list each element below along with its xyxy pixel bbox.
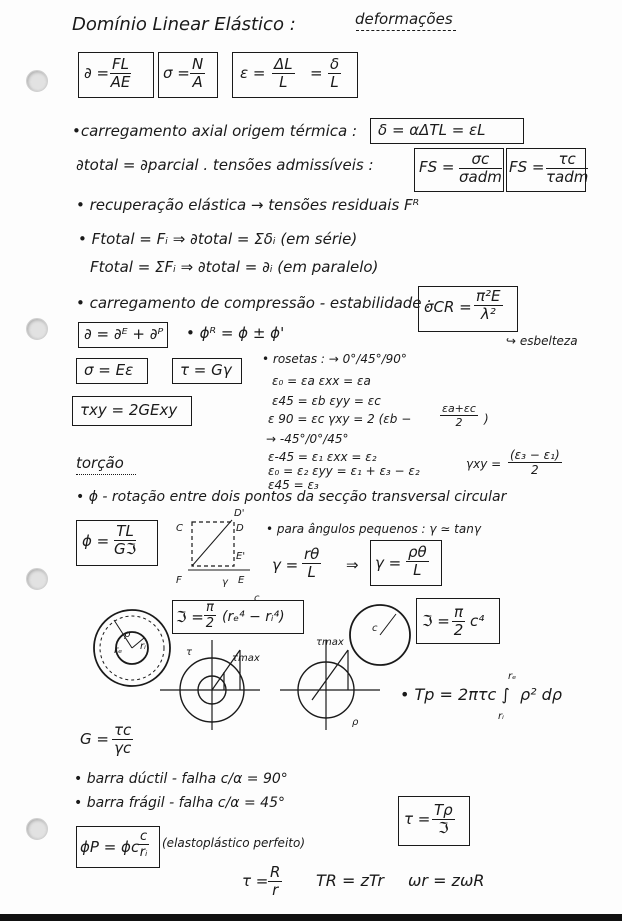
label-re: rₑ: [114, 645, 123, 656]
phi-plastic-num: c: [140, 829, 148, 844]
phi-plastic-den: rᵢ: [139, 845, 148, 860]
label-tmax: τmax: [232, 653, 260, 664]
rosetas-line-1: ε₀ = εa εxx = εa: [272, 374, 371, 388]
rosetas-title: • rosetas : → 0°/45°/90°: [262, 352, 407, 366]
fs-sigma-den: σadm: [459, 168, 502, 186]
tau-torsion-den: ℑ: [438, 819, 449, 837]
phi-plastic-lhs: ϕP = ϕc: [80, 838, 140, 856]
gamma2-den: L: [413, 561, 422, 579]
deflection-num: FL: [112, 55, 129, 73]
rosetas-line-6: ε₀ = ε₂ εyy = ε₁ + ε₃ − ε₂: [268, 464, 420, 478]
tau-ratio-den: r: [272, 881, 279, 899]
total-text: ∂total = ∂parcial . tensões admissíveis :: [76, 156, 374, 174]
binder-hole-4: [26, 818, 48, 840]
gamma-num: rθ: [304, 545, 320, 563]
strain-num-1: ΔL: [274, 55, 293, 73]
rosetas-line-7: ε45 = ε₃: [268, 478, 319, 492]
gamma-lhs: γ =: [272, 556, 299, 574]
tau-ratio-num: R: [270, 863, 281, 881]
compressao-text: • carregamento de compressão - estabilidade :: [76, 294, 432, 312]
gamma-implies: ⇒: [346, 556, 359, 574]
stress-den: A: [192, 73, 203, 91]
J-tube-num: π: [206, 600, 214, 615]
rosetas-l6-fraction: [508, 448, 562, 477]
fragil-failure: • barra frágil - falha c/α = 45°: [74, 795, 285, 811]
rosetas-line-4: → -45°/0°/45°: [266, 432, 349, 446]
label-tmax2: τmax: [316, 637, 344, 648]
gamma2-lhs: γ =: [375, 554, 402, 572]
G-den: γc: [114, 739, 132, 757]
phi-fraction: [114, 523, 136, 558]
J-tube-den: 2: [205, 616, 215, 631]
phi-rotation-line: • ϕ - rotação entre dois pontos da secção transversal circular: [76, 489, 507, 505]
tp-lower: rᵢ: [498, 711, 504, 722]
rosetas-l6-num: (ε₃ − ε₁): [510, 448, 560, 462]
tau-torsion-fraction: [432, 802, 455, 837]
gamma-den: L: [307, 563, 316, 581]
dist2-triangle: [312, 650, 348, 700]
critical-stress-den: λ²: [480, 305, 496, 323]
txy-law: τxy = 2GExy: [80, 401, 178, 419]
phi-plastic-fraction: [138, 829, 149, 860]
critical-stress-fraction: [474, 288, 503, 323]
J-tube-lhs: ℑ =: [176, 608, 204, 626]
label-E: E: [238, 575, 245, 586]
strain-den-1: L: [279, 73, 288, 91]
label-rho: ρ: [124, 629, 131, 640]
TR-relation: TR = zTr: [316, 871, 384, 890]
small-angle-text: • para ângulos pequenos : γ ≃ tanγ: [266, 522, 481, 536]
tau-torsion-num: Tρ: [434, 801, 453, 819]
label-C: C: [176, 523, 183, 534]
tp-integrand: ρ² dρ: [520, 685, 562, 704]
series-line: • Ftotal = Fᵢ ⇒ ∂total = Σδᵢ (em série): [78, 230, 358, 248]
shear-law: τ = Gγ: [180, 361, 232, 379]
deflection-split: ∂ = ∂ᴱ + ∂ᴾ: [84, 325, 164, 343]
shear-element-sketch: [170, 500, 260, 590]
tau-ratio-lhs: τ =: [242, 872, 269, 890]
thermal-formula: δ = αΔTL = εL: [378, 121, 486, 139]
G-num: τc: [114, 721, 132, 739]
strain-fraction-1: [272, 56, 295, 91]
rosetas-l6-right: γxy =: [466, 457, 502, 471]
fs-tau-lhs: FS =: [509, 158, 545, 176]
page-title: Domínio Linear Elástico :: [72, 14, 296, 35]
strain-den-2: L: [330, 73, 339, 91]
J-solid-rest: c⁴: [470, 612, 485, 630]
rosetas-line-3: ε 90 = εc γxy = 2 (εb −: [268, 412, 412, 426]
torcao-underline: [76, 468, 136, 475]
thermal-text: •carregamento axial origem térmica :: [72, 122, 358, 140]
label-F: F: [176, 575, 182, 586]
J-tube-rest: (rₑ⁴ − rᵢ⁴): [222, 609, 285, 625]
tp-expression: • Tp = 2πτc ∫: [400, 685, 510, 704]
rosetas-l3-num: εa+εc: [442, 402, 476, 415]
rosetas-line-3-end: ): [484, 412, 489, 426]
deflection-fraction: [110, 56, 131, 91]
ductil-failure: • barra dúctil - falha c/α = 90°: [74, 771, 288, 787]
phi-den: Gℑ: [114, 540, 137, 558]
binder-hole-3: [26, 568, 48, 590]
rosetas-l6-den: 2: [531, 463, 539, 477]
phi-num: TL: [114, 523, 136, 541]
torcao-title: torção: [76, 454, 124, 472]
stress-fraction: [190, 56, 205, 91]
phi-split: • ϕᴿ = ϕ ± ϕ': [186, 324, 285, 342]
recuperacao-text: • recuperação elástica → tensões residuais Fᴿ: [76, 196, 420, 214]
critical-stress-lhs: σCR =: [424, 298, 472, 316]
elastoplastic-note: (elastoplástico perfeito): [162, 836, 306, 850]
gamma2-num: ρθ: [408, 543, 427, 561]
label-rho2: ρ: [352, 717, 359, 728]
label-ri: rᵢ: [140, 641, 146, 652]
solid-shaft-radius: [380, 614, 396, 635]
torsion-sketches: [90, 600, 410, 750]
deflection-den: AE: [110, 73, 131, 91]
tau-ratio-fraction: [268, 864, 282, 899]
strain-fraction-2: [328, 56, 341, 91]
parallel-line: Ftotal = ΣFᵢ ⇒ ∂total = ∂ᵢ (em paralelo): [90, 258, 379, 276]
topic-tag-underline: [356, 24, 456, 31]
G-lhs: G =: [80, 730, 109, 748]
label-tau: τ: [186, 647, 193, 658]
label-D: D: [236, 523, 244, 534]
stress-num: N: [192, 55, 204, 73]
fs-sigma-fraction: [459, 151, 502, 186]
strain-num-2: δ: [330, 55, 340, 73]
gamma2-fraction: [406, 544, 429, 579]
hooke-law: σ = Eε: [84, 361, 134, 379]
label-gamma: γ: [222, 577, 228, 588]
esbelteza-note: ↪ esbelteza: [506, 334, 578, 348]
fs-tau-num: τc: [546, 151, 588, 169]
strain-equals: =: [310, 64, 323, 82]
J-solid-num: π: [454, 603, 464, 621]
label-c2: c: [372, 623, 378, 634]
page-bottom-edge: [0, 914, 622, 921]
G-fraction: [112, 722, 133, 757]
fs-sigma-lhs: FS =: [419, 158, 455, 176]
binder-hole-2: [26, 318, 48, 340]
tp-upper: rₑ: [508, 671, 517, 682]
label-c-top: c: [254, 593, 260, 604]
rosetas-l3-den: 2: [455, 416, 463, 429]
J-solid-lhs: ℑ =: [422, 612, 450, 630]
rosetas-line-5: ε-45 = ε₁ εxx = ε₂: [268, 450, 377, 464]
J-solid-fraction: [452, 604, 465, 639]
J-solid-den: 2: [453, 621, 464, 639]
label-Ep: E': [236, 551, 246, 562]
gamma-fraction: [302, 546, 321, 581]
label-Dp: D': [234, 508, 245, 519]
critical-stress-num: π²E: [476, 287, 501, 305]
deflection-lhs: ∂ =: [84, 64, 110, 82]
binder-hole-1: [26, 70, 48, 92]
topic-tag: deformações: [355, 10, 453, 28]
phi-lhs: ϕ =: [82, 532, 110, 550]
rosetas-l3-fraction: [440, 402, 478, 429]
stress-lhs: σ =: [163, 64, 190, 82]
fs-tau-fraction: [546, 151, 588, 186]
fs-sigma-num: σc: [459, 151, 502, 169]
element-shear-line: [192, 520, 232, 566]
omega-relation: ωr = zωR: [408, 871, 485, 890]
tau-torsion-lhs: τ =: [404, 810, 431, 828]
fs-tau-den: τadm: [546, 168, 589, 186]
rosetas-line-2: ε45 = εb εyy = εc: [272, 394, 381, 408]
strain-lhs: ε =: [240, 64, 266, 82]
